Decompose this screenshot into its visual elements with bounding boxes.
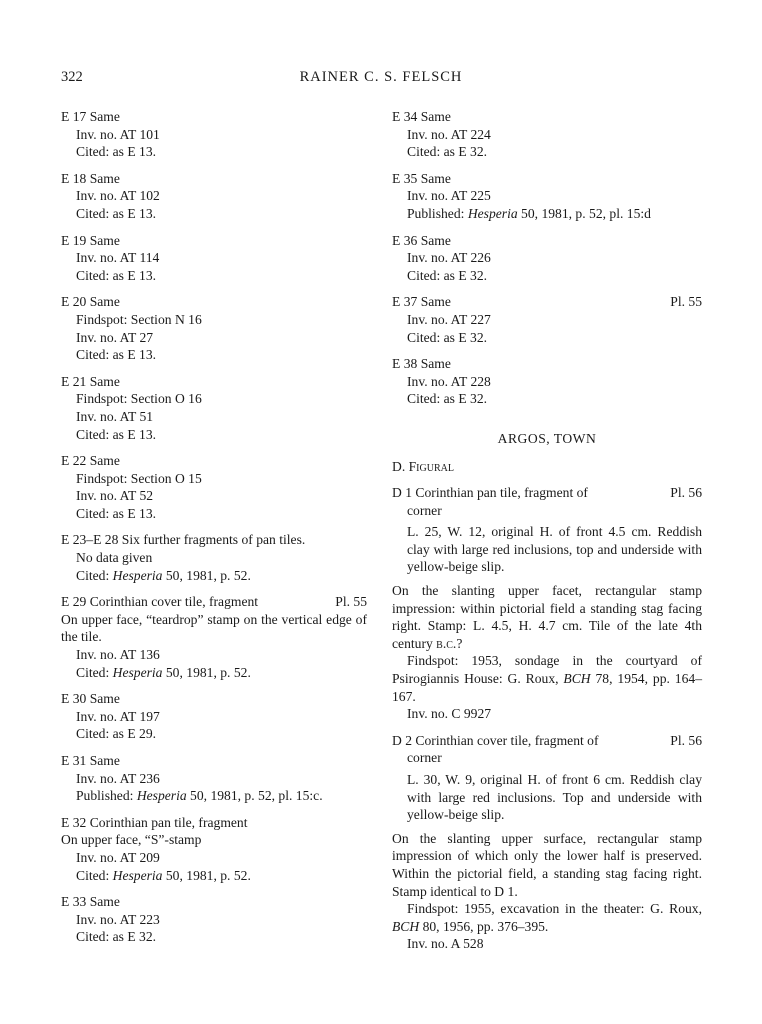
entry-findspot: Findspot: 1953, sondage in the courtyard of Psirogiannis House: G. Roux, BCH 78, 1954, pp. 164–167.	[392, 653, 702, 704]
catalog-entry	[392, 232, 702, 285]
catalog-entry	[61, 293, 367, 363]
entry-line: Inv. no. AT 101	[76, 126, 160, 142]
entry-inventory: Inv. no. C 9927	[407, 706, 492, 722]
entry-line: Inv. no. AT 209	[76, 849, 160, 865]
entry-title: Same	[420, 109, 451, 124]
entry-line: Cited: as E 32.	[407, 391, 488, 407]
entry-id: E 37	[392, 294, 418, 310]
entry-heading	[61, 108, 367, 126]
entry-line: Inv. no. AT 224	[407, 126, 491, 142]
catalog-entry-d1	[392, 484, 702, 723]
entry-heading	[61, 373, 367, 391]
entry-id: E 35	[392, 170, 418, 186]
catalog-entry	[392, 108, 702, 161]
entry-heading	[61, 293, 367, 311]
entry-line: Inv. no. AT 197	[76, 708, 160, 724]
entry-citation	[61, 787, 367, 805]
entry-title: Corinthian pan tile, fragment of	[415, 485, 588, 501]
entry-heading	[61, 170, 367, 188]
entry-title: Corinthian cover tile, fragment of	[415, 732, 599, 748]
entry-id: E 21	[61, 373, 87, 389]
entry-id: E 34	[392, 109, 418, 124]
catalog-entry	[61, 752, 367, 805]
entry-heading	[61, 814, 367, 832]
entry-id: E 31	[61, 753, 87, 768]
entry-line: Findspot: Section O 16	[76, 391, 202, 407]
entry-line: Inv. no. AT 228	[407, 373, 491, 389]
entry-heading	[61, 893, 367, 911]
entry-title: Same	[89, 894, 120, 910]
entry-line: Inv. no. AT 227	[407, 311, 491, 327]
entry-title: Six further fragments of pan tiles.	[121, 532, 306, 548]
entry-findspot: Findspot: 1955, excavation in the theater: G. Roux, BCH 80, 1956, pp. 376–395.	[392, 901, 702, 934]
entry-title: Same	[89, 373, 120, 389]
entry-heading	[392, 170, 702, 188]
entry-line: Cited: as E 13.	[76, 426, 157, 442]
left-column	[61, 108, 367, 955]
catalog-entry	[61, 170, 367, 223]
citation-prefix: Cited:	[76, 867, 113, 883]
citation-prefix: Published:	[76, 788, 137, 804]
entry-line: Inv. no. AT 136	[76, 647, 160, 663]
entry-line: Inv. no. AT 223	[76, 911, 160, 927]
catalog-entry	[61, 593, 367, 681]
entry-note: On upper face, “teardrop” stamp on the vertical edge of the tile.	[61, 611, 367, 645]
citation-journal: Hesperia	[112, 567, 163, 583]
citation-details: 50, 1981, p. 52.	[162, 867, 251, 883]
entry-title: Same	[89, 170, 120, 186]
plate-reference: Pl. 56	[670, 485, 702, 501]
entry-id: E 18	[61, 170, 87, 186]
entry-line: Inv. no. AT 52	[76, 488, 154, 504]
entry-title: Same	[89, 453, 120, 469]
citation-journal: Hesperia	[112, 664, 163, 680]
entry-title: Same	[89, 753, 120, 768]
entry-line: Findspot: Section N 16	[76, 311, 202, 327]
entry-id: E 29	[61, 594, 87, 610]
entry-heading	[61, 593, 367, 611]
right-column	[392, 108, 702, 962]
entry-title: Same	[420, 356, 451, 372]
entry-line: Cited: as E 13.	[76, 205, 157, 221]
entry-title: Same	[89, 109, 120, 124]
citation-details: 50, 1981, p. 52, pl. 15:c.	[186, 788, 323, 804]
entry-heading	[392, 232, 702, 250]
running-header-author: RAINER C. S. FELSCH	[299, 69, 463, 85]
entry-id: D 1	[392, 485, 413, 501]
entry-description: L. 30, W. 9, original H. of front 6 cm. Reddish clay with large red inclusions. Top and underside with yellow-beige slip.	[407, 772, 702, 823]
entry-heading	[61, 452, 367, 470]
entry-title-continued: corner	[407, 750, 442, 766]
entry-title: Same	[420, 294, 451, 310]
catalog-entry	[61, 531, 367, 584]
citation-details: 50, 1981, p. 52.	[162, 567, 251, 583]
entry-line: Findspot: Section O 15	[76, 470, 202, 486]
catalog-entry	[392, 293, 702, 346]
entry-description: L. 25, W. 12, original H. of front 4.5 cm. Reddish clay with large red inclusions, top and underside with yellow-beige slip.	[407, 524, 702, 575]
citation-journal: Hesperia	[467, 205, 518, 221]
entry-line: Cited: as E 13.	[76, 505, 157, 521]
catalog-entry	[392, 170, 702, 223]
entry-title: Corinthian pan tile, fragment	[89, 814, 248, 830]
catalog-entry	[61, 373, 367, 443]
entry-line: Inv. no. AT 51	[76, 408, 154, 424]
entry-line: Inv. no. AT 114	[76, 250, 160, 266]
citation-journal: Hesperia	[136, 788, 187, 804]
section-title: ARGOS, TOWN	[497, 430, 597, 446]
citation-journal: Hesperia	[112, 867, 163, 883]
plate-reference: Pl. 55	[335, 594, 367, 610]
entry-title: Same	[89, 232, 120, 248]
entry-line: Cited: as E 32.	[407, 329, 488, 345]
entry-id: E 22	[61, 453, 87, 469]
entry-heading	[392, 732, 702, 750]
entry-heading	[61, 531, 367, 549]
entry-line: Cited: as E 13.	[76, 144, 157, 160]
entry-note: On upper face, “S”-stamp	[61, 832, 202, 848]
entry-citation	[61, 567, 367, 585]
catalog-entry-d2	[392, 732, 702, 953]
entry-id: E 20	[61, 294, 87, 310]
entry-id: E 30	[61, 691, 87, 707]
page-number: 322	[61, 69, 83, 85]
entry-title: Same	[89, 691, 120, 707]
entry-line: Inv. no. AT 27	[76, 329, 154, 345]
entry-inventory: Inv. no. A 528	[407, 936, 484, 952]
entry-id: E 19	[61, 232, 87, 248]
entry-title: Same	[420, 232, 451, 248]
entry-heading	[392, 293, 702, 311]
entry-heading	[392, 355, 702, 373]
entry-heading	[61, 752, 367, 770]
entry-title: Same	[89, 294, 120, 310]
entry-stamp-description: On the slanting upper facet, rectangular stamp impression: within pictorial field a standing stag facing right. Stamp: L. 4.5, H. 4.7 cm. Tile of the late 4th century b.c.?	[392, 583, 702, 651]
entry-citation	[61, 664, 367, 682]
catalog-entry	[61, 690, 367, 743]
entry-id: D 2	[392, 732, 413, 748]
entry-stamp-description: On the slanting upper surface, rectangular stamp impression of which only the lower half is preserved. Within the pictorial field, a standing stag facing right. Stamp identical to D 1.	[392, 830, 702, 899]
entry-id: E 17	[61, 109, 87, 124]
catalog-entry	[61, 814, 367, 884]
catalog-entry	[61, 893, 367, 946]
entry-id: E 36	[392, 232, 418, 248]
plate-reference: Pl. 55	[670, 294, 702, 310]
entry-line: Cited: as E 32.	[76, 929, 157, 945]
entry-title: Corinthian cover tile, fragment	[89, 594, 259, 610]
citation-details: 50, 1981, p. 52, pl. 15:d	[517, 205, 651, 221]
entry-id: E 32	[61, 814, 87, 830]
entry-line: Inv. no. AT 226	[407, 250, 491, 266]
plate-reference: Pl. 56	[670, 732, 702, 748]
entry-line: Cited: as E 29.	[76, 726, 157, 742]
entry-heading	[392, 108, 702, 126]
entry-line: Inv. no. AT 102	[76, 188, 160, 204]
citation-prefix: Cited:	[76, 664, 113, 680]
entry-line: Cited: as E 13.	[76, 347, 157, 363]
catalog-entry	[61, 452, 367, 522]
entry-id: E 33	[61, 894, 87, 910]
entry-id: E 23–E 28	[61, 532, 119, 548]
entry-heading	[61, 232, 367, 250]
citation-prefix: Cited:	[76, 567, 113, 583]
entry-heading	[61, 690, 367, 708]
entry-heading	[392, 484, 702, 502]
citation-details: 50, 1981, p. 52.	[162, 664, 251, 680]
entry-line: No data given	[76, 550, 153, 566]
entry-line: Cited: as E 32.	[407, 267, 488, 283]
catalog-entry	[61, 108, 367, 161]
entry-id: E 38	[392, 356, 418, 372]
catalog-entry	[392, 355, 702, 408]
subsection-title: D. Figural	[392, 458, 454, 474]
entry-citation	[61, 867, 367, 885]
entry-line: Cited: as E 13.	[76, 267, 157, 283]
entry-line: Cited: as E 32.	[407, 144, 488, 160]
entry-title-continued: corner	[407, 502, 442, 518]
entry-title: Same	[420, 170, 451, 186]
entry-line: Inv. no. AT 225	[407, 188, 491, 204]
entry-line: Inv. no. AT 236	[76, 770, 160, 786]
citation-prefix: Published:	[407, 205, 468, 221]
catalog-entry	[61, 232, 367, 285]
entry-citation	[392, 205, 702, 223]
